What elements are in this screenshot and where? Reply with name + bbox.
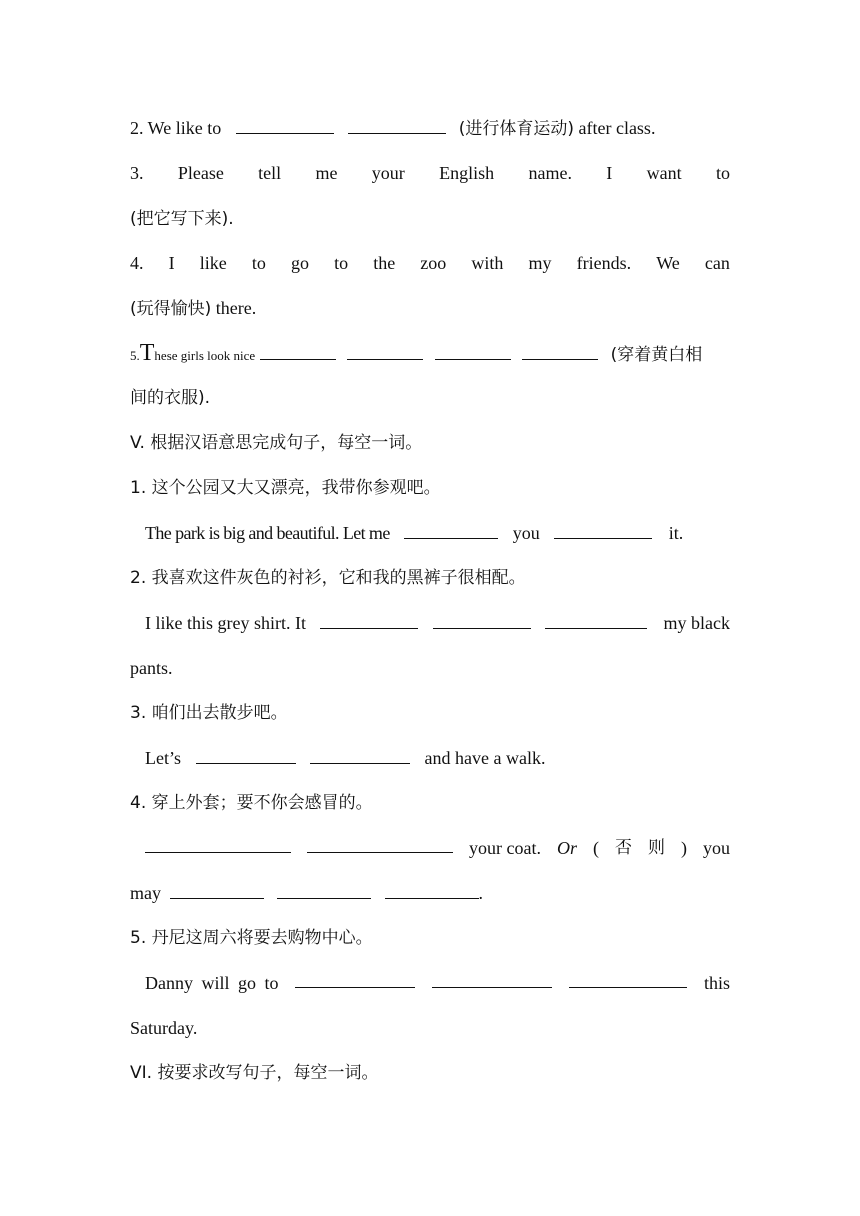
item-3-text: Let’s bbox=[145, 748, 181, 768]
section-vi-heading: VI. 按要求改写句子，每空一词。 bbox=[130, 1063, 379, 1083]
answer-blank[interactable] bbox=[569, 971, 687, 988]
q5-initial: T bbox=[139, 340, 155, 366]
answer-blank[interactable] bbox=[277, 882, 371, 899]
answer-blank[interactable] bbox=[310, 747, 410, 764]
word: with bbox=[471, 253, 504, 273]
word: 4. bbox=[130, 253, 144, 273]
q4-hint: (玩得愉快) bbox=[130, 299, 212, 319]
word: friends. bbox=[576, 253, 632, 273]
word: 3. bbox=[130, 163, 144, 183]
q5-hint-cont: 间的衣服). bbox=[130, 388, 211, 408]
item-4-chinese: 4. 穿上外套；要不你会感冒的。 bbox=[130, 793, 373, 813]
q5-number: 5. bbox=[130, 348, 140, 363]
word: to bbox=[334, 253, 349, 273]
item-4-cont bbox=[130, 881, 730, 905]
word: can bbox=[704, 253, 730, 273]
item-4-period: . bbox=[478, 883, 483, 903]
word: to bbox=[251, 253, 266, 273]
answer-blank[interactable] bbox=[295, 971, 415, 988]
answer-blank[interactable] bbox=[433, 612, 531, 629]
word: go bbox=[290, 253, 309, 273]
word: We bbox=[656, 253, 680, 273]
paren: ) bbox=[681, 838, 687, 858]
answer-blank[interactable] bbox=[522, 343, 598, 360]
word: the bbox=[373, 253, 396, 273]
word: English bbox=[439, 163, 495, 183]
answer-blank[interactable] bbox=[196, 747, 296, 764]
question-3 bbox=[130, 161, 730, 185]
word: I bbox=[168, 253, 175, 273]
word: tell bbox=[258, 163, 282, 183]
q2-text-tail: after class. bbox=[578, 118, 656, 138]
q2-text: 2. We like to bbox=[130, 118, 222, 138]
q3-hint: (把它写下来). bbox=[130, 209, 234, 229]
q5-text: hese girls look nice bbox=[154, 348, 256, 363]
item-2-cont: pants. bbox=[130, 658, 173, 678]
item-5-cont: Saturday. bbox=[130, 1018, 198, 1038]
item-3-chinese: 3. 咱们出去散步吧。 bbox=[130, 703, 288, 723]
word: to bbox=[715, 163, 730, 183]
answer-blank[interactable] bbox=[435, 343, 511, 360]
item-1-english bbox=[145, 521, 730, 545]
answer-blank[interactable] bbox=[170, 882, 264, 899]
item-4-text-may: may bbox=[130, 883, 161, 903]
answer-blank[interactable] bbox=[404, 522, 498, 539]
item-4-or: Or bbox=[556, 838, 577, 858]
word: my bbox=[528, 253, 552, 273]
item-5-chinese: 5. 丹尼这周六将要去购物中心。 bbox=[130, 928, 373, 948]
answer-blank[interactable] bbox=[348, 117, 446, 134]
item-2-chinese: 2. 我喜欢这件灰色的衬衫，它和我的黑裤子很相配。 bbox=[130, 568, 526, 588]
answer-blank[interactable] bbox=[432, 971, 552, 988]
answer-blank[interactable] bbox=[385, 882, 479, 899]
item-4-text-end: you bbox=[703, 838, 730, 858]
section-v-heading: V. 根据汉语意思完成句子，每空一词。 bbox=[130, 433, 423, 453]
paren: ( bbox=[593, 838, 599, 858]
item-4-english bbox=[145, 836, 730, 860]
q4-line-2 bbox=[130, 296, 730, 321]
item-2-text-end: my black bbox=[663, 613, 730, 633]
item-4-text: your coat. bbox=[469, 838, 541, 858]
answer-blank[interactable] bbox=[236, 117, 334, 134]
item-1-text-end: it. bbox=[668, 523, 684, 543]
item-5-english bbox=[145, 971, 730, 995]
word: want bbox=[646, 163, 682, 183]
word: like bbox=[199, 253, 227, 273]
word: your bbox=[371, 163, 405, 183]
word: zoo bbox=[420, 253, 447, 273]
question-4 bbox=[130, 251, 730, 275]
answer-blank[interactable] bbox=[260, 343, 336, 360]
answer-blank[interactable] bbox=[145, 836, 291, 853]
q5-hint: (穿着黄白相 bbox=[610, 345, 703, 365]
q2-hint: (进行体育运动) bbox=[458, 119, 574, 139]
answer-blank[interactable] bbox=[307, 836, 453, 853]
word: I bbox=[606, 163, 613, 183]
word: name. bbox=[528, 163, 572, 183]
item-2-text: I like this grey shirt. It bbox=[145, 613, 306, 633]
answer-blank[interactable] bbox=[347, 343, 423, 360]
q4-tail: there. bbox=[215, 298, 257, 318]
item-5-text-end: this bbox=[703, 973, 730, 993]
item-3-english bbox=[145, 746, 730, 770]
word: Please bbox=[177, 163, 224, 183]
item-4-hint-char: 则 bbox=[648, 838, 665, 858]
item-4-hint-char: 否 bbox=[615, 838, 632, 858]
word: me bbox=[315, 163, 338, 183]
item-1-text: The park is big and beautiful. Let me bbox=[145, 523, 390, 543]
answer-blank[interactable] bbox=[554, 522, 652, 539]
answer-blank[interactable] bbox=[320, 612, 418, 629]
question-2 bbox=[130, 116, 730, 141]
question-5 bbox=[130, 341, 730, 368]
answer-blank[interactable] bbox=[545, 612, 647, 629]
item-2-english bbox=[145, 611, 730, 635]
item-1-chinese: 1. 这个公园又大又漂亮，我带你参观吧。 bbox=[130, 478, 441, 498]
item-1-text-mid: you bbox=[512, 523, 540, 543]
item-3-text-end: and have a walk. bbox=[424, 748, 546, 768]
item-5-text: Danny will go to bbox=[145, 973, 279, 993]
